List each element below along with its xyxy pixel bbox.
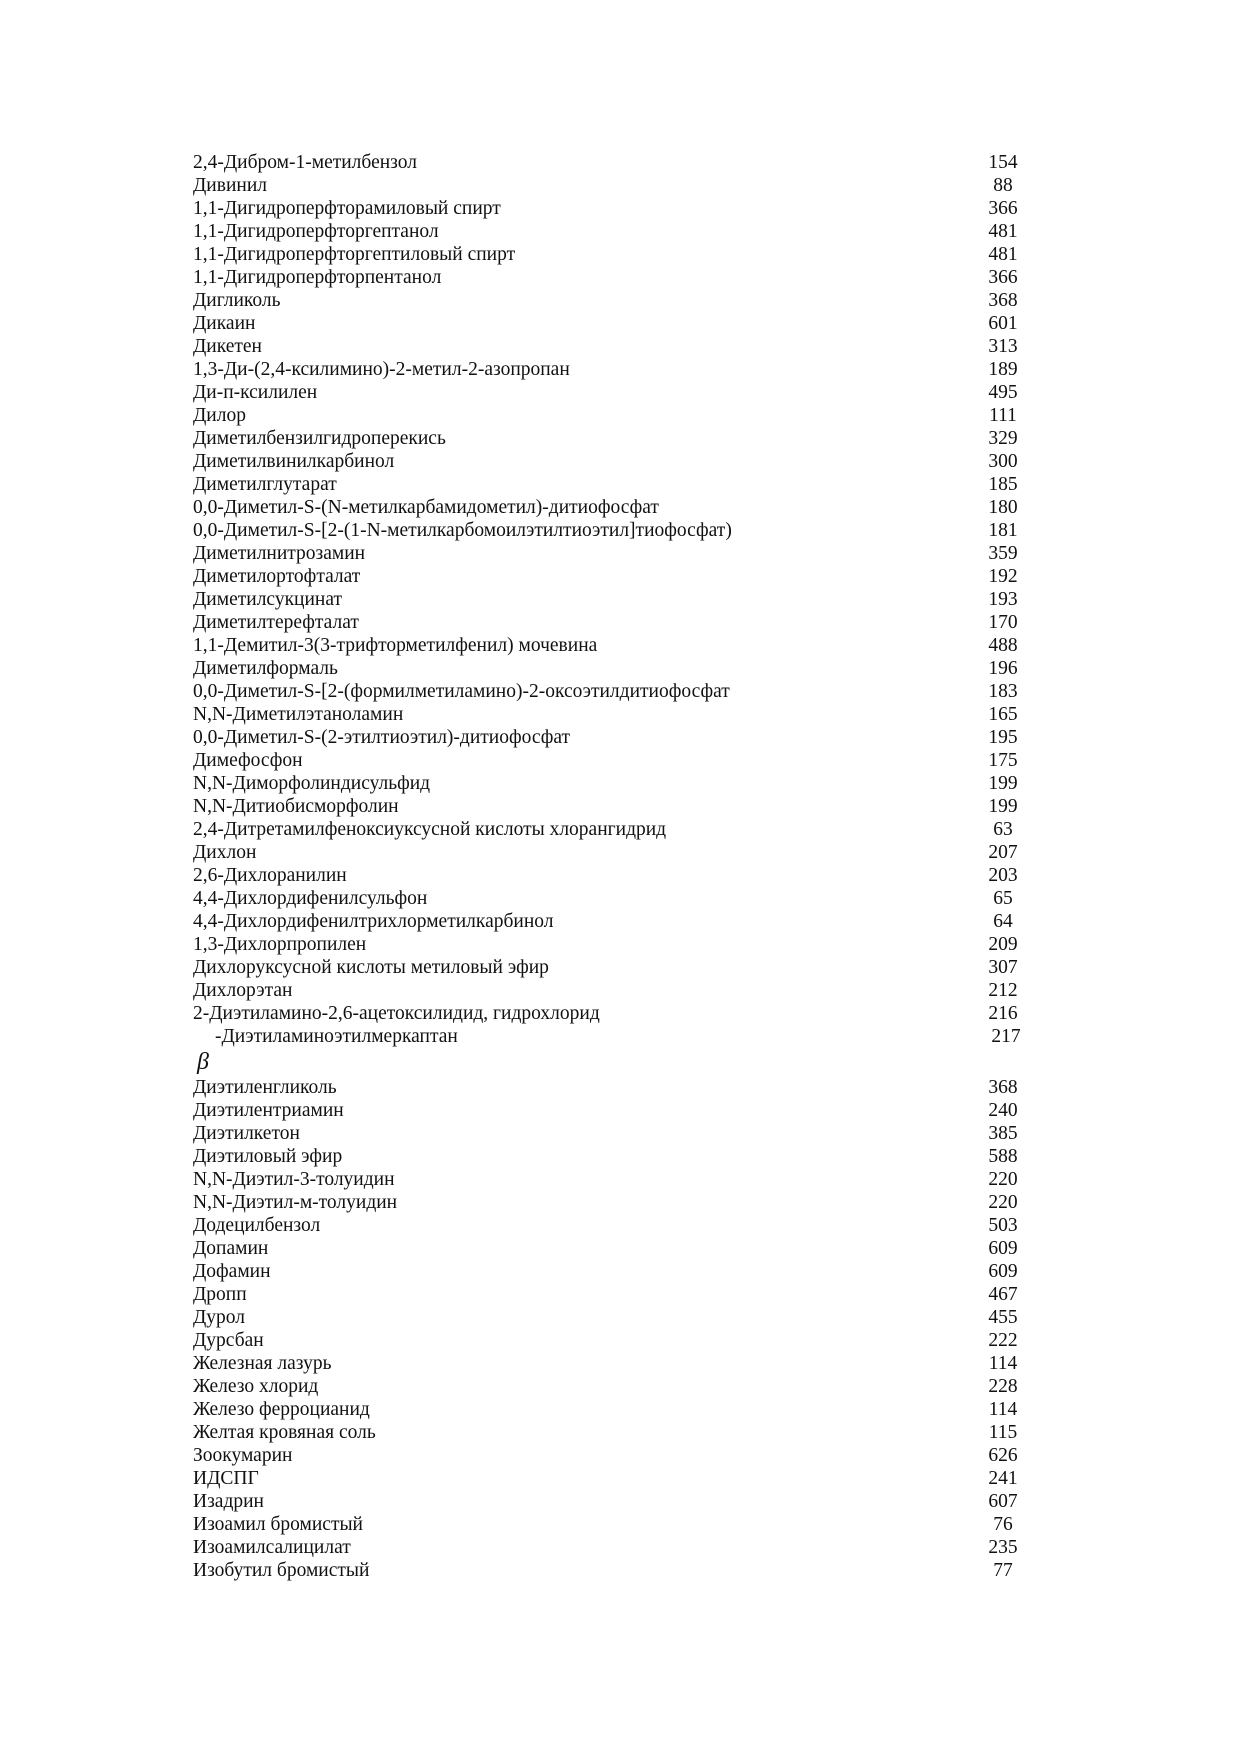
entry-name: 1,1-Дигидроперфторгептиловый спирт (193, 244, 516, 265)
entry-name: Дихлон (193, 842, 257, 863)
index-entry (193, 1145, 1023, 1168)
index-entry (193, 1122, 1023, 1145)
entry-page-number: 170 (988, 612, 1018, 633)
entry-name: Железная лазурь (193, 1353, 332, 1374)
index-entry (193, 1444, 1023, 1467)
index-entry (193, 864, 1023, 887)
entry-page-number: 313 (988, 336, 1018, 357)
index-entry (193, 404, 1023, 427)
entry-name: Додецилбензол (193, 1215, 321, 1236)
entry-name: 0,0-Диметил-S-[2-(формилметиламино)-2-оксоэтилдитиофосфат (193, 681, 730, 702)
entry-page-number: 183 (988, 681, 1018, 702)
entry-name: Дихлорэтан (193, 980, 293, 1001)
index-entry (193, 565, 1023, 588)
entry-name: 1,1-Дигидроперфторпентанол (193, 267, 442, 288)
entry-page-number: 481 (988, 221, 1018, 242)
entry-name: Изоамил бромистый (193, 1514, 363, 1535)
entry-name: Диэтиловый эфир (193, 1146, 343, 1167)
index-entry (193, 979, 1023, 1002)
entry-name: 2-Диэтиламино-2,6-ацетоксилидид, гидрохлорид (193, 1003, 600, 1024)
index-entry (193, 1375, 1023, 1398)
entry-page-number: 240 (988, 1100, 1018, 1121)
entry-page-number: 228 (988, 1376, 1018, 1397)
index-entry (193, 1536, 1023, 1559)
index-list (193, 151, 1023, 1582)
index-entry (193, 1306, 1023, 1329)
index-entry (193, 1002, 1023, 1025)
entry-name: Дропп (193, 1284, 247, 1305)
entry-page-number: 195 (988, 727, 1018, 748)
entry-page-number: 63 (993, 819, 1013, 840)
entry-page-number: 626 (988, 1445, 1018, 1466)
index-entry (193, 335, 1023, 358)
entry-name: Ди-п-ксилилен (193, 382, 318, 403)
entry-name: Железо хлорид (193, 1376, 319, 1397)
index-entry (193, 611, 1023, 634)
beta-symbol: β (197, 1049, 209, 1075)
entry-name: Диметилортофталат (193, 566, 361, 587)
entry-page-number: 193 (988, 589, 1018, 610)
index-entry (193, 1352, 1023, 1375)
entry-page-number: 207 (988, 842, 1018, 863)
entry-page-number: 196 (988, 658, 1018, 679)
entry-page-number: 495 (988, 382, 1018, 403)
index-entry (193, 151, 1023, 174)
entry-name: 4,4-Дихлордифенилсульфон (193, 888, 428, 909)
entry-name: 1,3-Ди-(2,4-ксилимино)-2-метил-2-азопропан (193, 359, 570, 380)
entry-name: 1,1-Дигидроперфторамиловый спирт (193, 198, 501, 219)
entry-name: Дихлоруксусной кислоты метиловый эфир (193, 957, 549, 978)
entry-name: Дофамин (193, 1261, 271, 1282)
entry-name: 0,0-Диметил-S-(2-этилтиоэтил)-дитиофосфат (193, 727, 571, 748)
index-entry (193, 542, 1023, 565)
entry-name: 0,0-Диметил-S-(N-метилкарбамидометил)-дитиофосфат (193, 497, 659, 518)
index-entry (193, 795, 1023, 818)
entry-page-number: 481 (988, 244, 1018, 265)
entry-name: N,N-Диморфолиндисульфид (193, 773, 431, 794)
entry-page-number: 192 (988, 566, 1018, 587)
index-entry (193, 1490, 1023, 1513)
index-entry (193, 588, 1023, 611)
index-entry (193, 634, 1023, 657)
entry-name: Дурол (193, 1307, 246, 1328)
entry-name: Дикетен (193, 336, 262, 357)
index-entry (193, 887, 1023, 910)
entry-name: 1,1-Дигидроперфторгептанол (193, 221, 439, 242)
entry-page-number: 359 (988, 543, 1018, 564)
index-entry (193, 496, 1023, 519)
entry-name: Диметилнитрозамин (193, 543, 366, 564)
index-entry (193, 1260, 1023, 1283)
entry-page-number: 368 (988, 290, 1018, 311)
index-entry (193, 818, 1023, 841)
entry-page-number: 329 (988, 428, 1018, 449)
entry-name: -Диэтиламиноэтилмеркаптан (215, 1026, 458, 1047)
entry-page-number: 235 (988, 1537, 1018, 1558)
entry-page-number: 607 (988, 1491, 1018, 1512)
entry-name: 2,4-Дибром-1-метилбензол (193, 152, 417, 173)
entry-name: 4,4-Дихлордифенилтрихлорметилкарбинол (193, 911, 554, 932)
entry-page-number: 216 (988, 1003, 1018, 1024)
entry-page-number: 488 (988, 635, 1018, 656)
index-entry (193, 703, 1023, 726)
entry-name: 1,3-Дихлорпропилен (193, 934, 367, 955)
entry-name: Димефосфон (193, 750, 303, 771)
index-entry (193, 266, 1023, 289)
index-entry (193, 1421, 1023, 1444)
entry-page-number: 609 (988, 1238, 1018, 1259)
index-entry (193, 749, 1023, 772)
index-entry (193, 1398, 1023, 1421)
index-entry (193, 1099, 1023, 1122)
index-entry (193, 657, 1023, 680)
index-entry (193, 358, 1023, 381)
entry-page-number: 180 (988, 497, 1018, 518)
entry-name: 0,0-Диметил-S-[2-(1-N-метилкарбомоилэтилтиоэтил]тиофосфат) (193, 520, 732, 541)
entry-page-number: 366 (988, 267, 1018, 288)
entry-page-number: 217 (991, 1026, 1021, 1047)
entry-page-number: 503 (988, 1215, 1018, 1236)
entry-page-number: 467 (988, 1284, 1018, 1305)
index-entry (193, 841, 1023, 864)
entry-page-number: 209 (988, 934, 1018, 955)
entry-page-number: 175 (988, 750, 1018, 771)
entry-page-number: 385 (988, 1123, 1018, 1144)
index-entry (193, 772, 1023, 795)
entry-page-number: 65 (993, 888, 1013, 909)
entry-name: Диметилсукцинат (193, 589, 343, 610)
index-entry (193, 312, 1023, 335)
entry-page-number: 241 (988, 1468, 1018, 1489)
entry-name: Дигликоль (193, 290, 281, 311)
index-entry (193, 197, 1023, 220)
entry-name: Диметилглутарат (193, 474, 337, 495)
entry-name: Дивинил (193, 175, 267, 196)
entry-page-number: 154 (988, 152, 1018, 173)
entry-page-number: 588 (988, 1146, 1018, 1167)
index-entry (193, 1513, 1023, 1536)
entry-name: Изобутил бромистый (193, 1560, 370, 1581)
entry-page-number: 212 (988, 980, 1018, 1001)
index-entry (193, 1214, 1023, 1237)
index-entry (193, 1237, 1023, 1260)
entry-page-number: 64 (993, 911, 1013, 932)
entry-name: Дурсбан (193, 1330, 264, 1351)
entry-page-number: 222 (988, 1330, 1018, 1351)
entry-name: 2,6-Дихлоранилин (193, 865, 347, 886)
index-entry (193, 956, 1023, 979)
entry-name: Изоамилсалицилат (193, 1537, 351, 1558)
entry-page-number: 199 (988, 773, 1018, 794)
entry-name: Диметилтерефталат (193, 612, 359, 633)
index-entry (193, 933, 1023, 956)
entry-name: Диэтиленгликоль (193, 1077, 337, 1098)
index-entry (193, 1329, 1023, 1352)
entry-page-number: 77 (993, 1560, 1013, 1581)
entry-name: Диметилформаль (193, 658, 338, 679)
entry-name: Железо ферроцианид (193, 1399, 370, 1420)
entry-name: Диметилбензилгидроперекись (193, 428, 446, 449)
index-entry (193, 1467, 1023, 1490)
entry-page-number: 307 (988, 957, 1018, 978)
index-entry (193, 450, 1023, 473)
entry-name: N,N-Диметилэтаноламин (193, 704, 404, 725)
entry-name: ИДСПГ (193, 1468, 259, 1489)
index-entry (193, 220, 1023, 243)
entry-page-number: 300 (988, 451, 1018, 472)
entry-name: Желтая кровяная соль (193, 1422, 376, 1443)
index-entry (193, 1559, 1023, 1582)
entry-page-number: 220 (988, 1192, 1018, 1213)
index-entry (193, 726, 1023, 749)
entry-page-number: 114 (988, 1353, 1018, 1374)
index-entry (193, 1283, 1023, 1306)
entry-page-number: 189 (988, 359, 1018, 380)
index-entry (193, 1168, 1023, 1191)
entry-name: Диэтилкетон (193, 1123, 300, 1144)
index-entry (193, 289, 1023, 312)
entry-name: Дикаин (193, 313, 256, 334)
entry-page-number: 115 (988, 1422, 1018, 1443)
entry-name: Диметилвинилкарбинол (193, 451, 395, 472)
entry-page-number: 111 (989, 405, 1017, 426)
entry-page-number: 181 (988, 520, 1018, 541)
entry-page-number: 601 (988, 313, 1018, 334)
entry-page-number: 114 (988, 1399, 1018, 1420)
index-entry (193, 1191, 1023, 1214)
entry-name: 2,4-Дитретамилфеноксиуксусной кислоты хлорангидрид (193, 819, 667, 840)
entry-page-number: 88 (993, 175, 1013, 196)
entry-page-number: 185 (988, 474, 1018, 495)
entry-name: Допамин (193, 1238, 269, 1259)
entry-page-number: 220 (988, 1169, 1018, 1190)
entry-page-number: 455 (988, 1307, 1018, 1328)
entry-name: Диэтилентриамин (193, 1100, 344, 1121)
entry-page-number: 609 (988, 1261, 1018, 1282)
entry-page-number: 366 (988, 198, 1018, 219)
entry-name: N,N-Диэтил-м-толуидин (193, 1192, 398, 1213)
entry-page-number: 199 (988, 796, 1018, 817)
index-entry (193, 473, 1023, 496)
index-entry (193, 381, 1023, 404)
entry-page-number: 203 (988, 865, 1018, 886)
entry-name: 1,1-Демитил-3(3-трифторметилфенил) мочевина (193, 635, 598, 656)
index-entry (193, 174, 1023, 197)
index-entry (193, 519, 1023, 542)
entry-name: Дилор (193, 405, 246, 426)
entry-page-number: 368 (988, 1077, 1018, 1098)
index-entry (193, 910, 1023, 933)
index-entry (193, 1076, 1023, 1099)
entry-page-number: 76 (993, 1514, 1013, 1535)
entry-name: Зоокумарин (193, 1445, 293, 1466)
entry-name: N,N-Диэтил-3-толуидин (193, 1169, 395, 1190)
entry-page-number: 165 (988, 704, 1018, 725)
index-entry-beta (193, 1025, 1023, 1076)
index-entry (193, 680, 1023, 703)
index-entry (193, 427, 1023, 450)
index-entry (193, 243, 1023, 266)
entry-name: Изадрин (193, 1491, 264, 1512)
entry-name: N,N-Дитиобисморфолин (193, 796, 399, 817)
